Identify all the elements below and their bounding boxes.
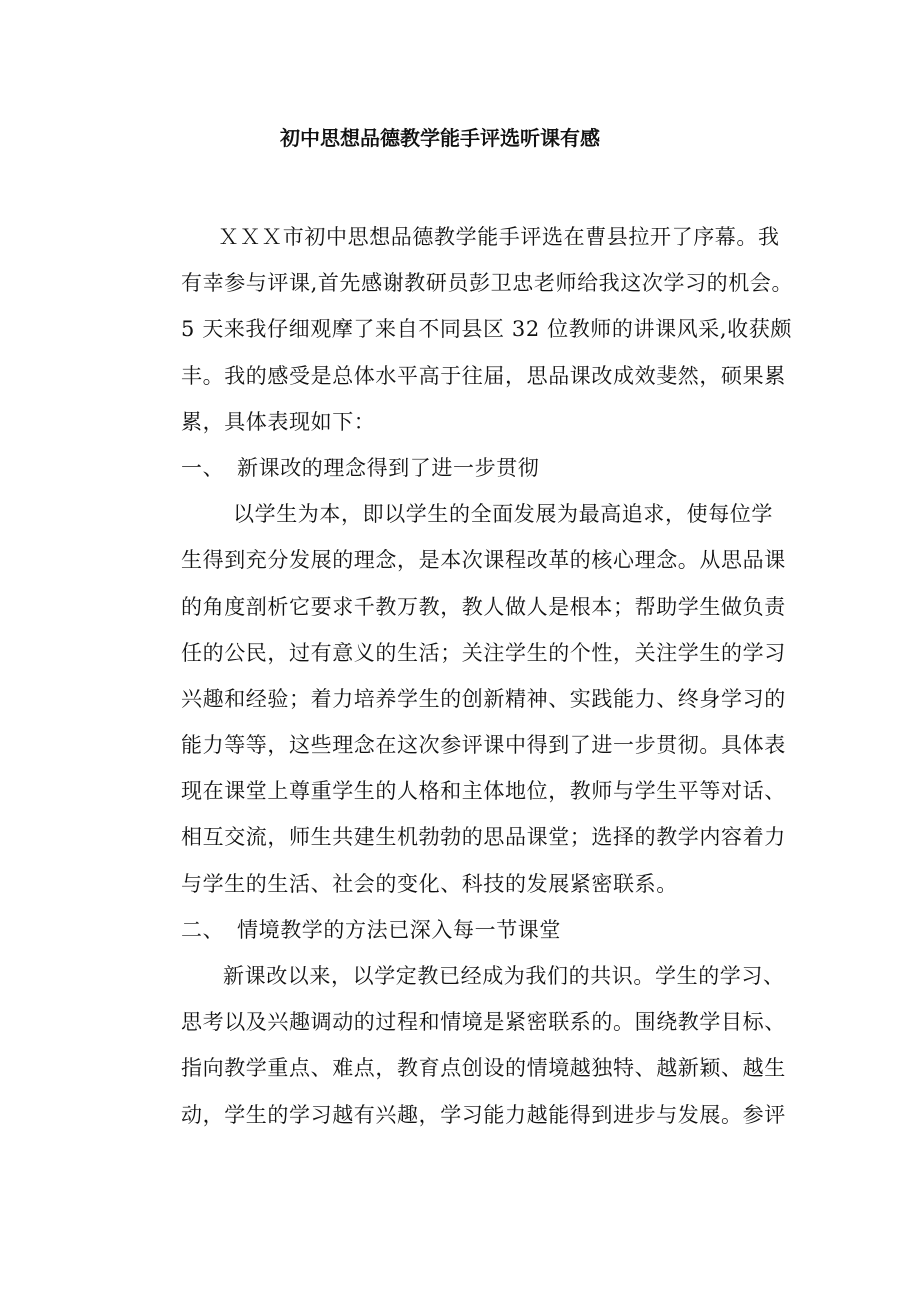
paragraph-line: 指向教学重点、难点，教育点创设的情境越独特、越新颖、越生	[181, 1056, 786, 1081]
paragraph-line: 动，学生的学习越有兴趣，学习能力越能得到进步与发展。参评	[181, 1102, 786, 1127]
paragraph-line: 累，具体表现如下：	[181, 409, 376, 434]
paragraph-line: 任的公民，过有意义的生活；关注学生的个性，关注学生的学习	[181, 640, 786, 665]
paragraph-line: 兴趣和经验；着力培养学生的创新精神、实践能力、终身学习的	[181, 686, 786, 711]
paragraph-line: 丰。我的感受是总体水平高于往届，思品课改成效斐然，硕果累	[181, 363, 786, 388]
section-heading-text: 情境教学的方法已深入每一节课堂	[237, 917, 561, 942]
paragraph-line: 现在课堂上尊重学生的人格和主体地位，教师与学生平等对话、	[181, 779, 786, 804]
paragraph-line: ＸＸＸ市初中思想品德教学能手评选在曹县拉开了序幕。我	[218, 225, 780, 249]
document-title: 初中思想品德教学能手评选听课有感	[280, 126, 600, 150]
section-heading-1	[181, 445, 791, 491]
paragraph-line: 与学生的生活、社会的变化、科技的发展紧密联系。	[181, 871, 678, 896]
paragraph-line: 有幸参与评课,首先感谢教研员彭卫忠老师给我这次学习的机会。	[181, 271, 794, 296]
paragraph-line: 相互交流，师生共建生机勃勃的思品课堂；选择的教学内容着力	[181, 825, 786, 850]
paragraph-line: 以学生为本，即以学生的全面发展为最高追求，使每位学	[233, 502, 773, 527]
document-body	[181, 214, 794, 1138]
section-number: 二、	[181, 917, 225, 942]
section-heading-2	[181, 907, 791, 953]
section-number: 一、	[181, 455, 225, 480]
paragraph-line: 能力等等，这些理念在这次参评课中得到了进一步贯彻。具体表	[181, 733, 786, 758]
section-heading-text: 新课改的理念得到了进一步贯彻	[237, 455, 540, 480]
paragraph-line: 生得到充分发展的理念，是本次课程改革的核心理念。从思品课	[181, 548, 786, 573]
paragraph-line: 新课改以来，以学定教已经成为我们的共识。学生的学习、	[223, 964, 785, 988]
paragraph-line: 思考以及兴趣调动的过程和情境是紧密联系的。围绕教学目标、	[181, 1010, 786, 1035]
paragraph-line: 5 天来我仔细观摩了来自不同县区 32 位教师的讲课风采,收获颇	[181, 317, 792, 342]
paragraph-line: 的角度剖析它要求千教万教，教人做人是根本；帮助学生做负责	[181, 594, 786, 619]
